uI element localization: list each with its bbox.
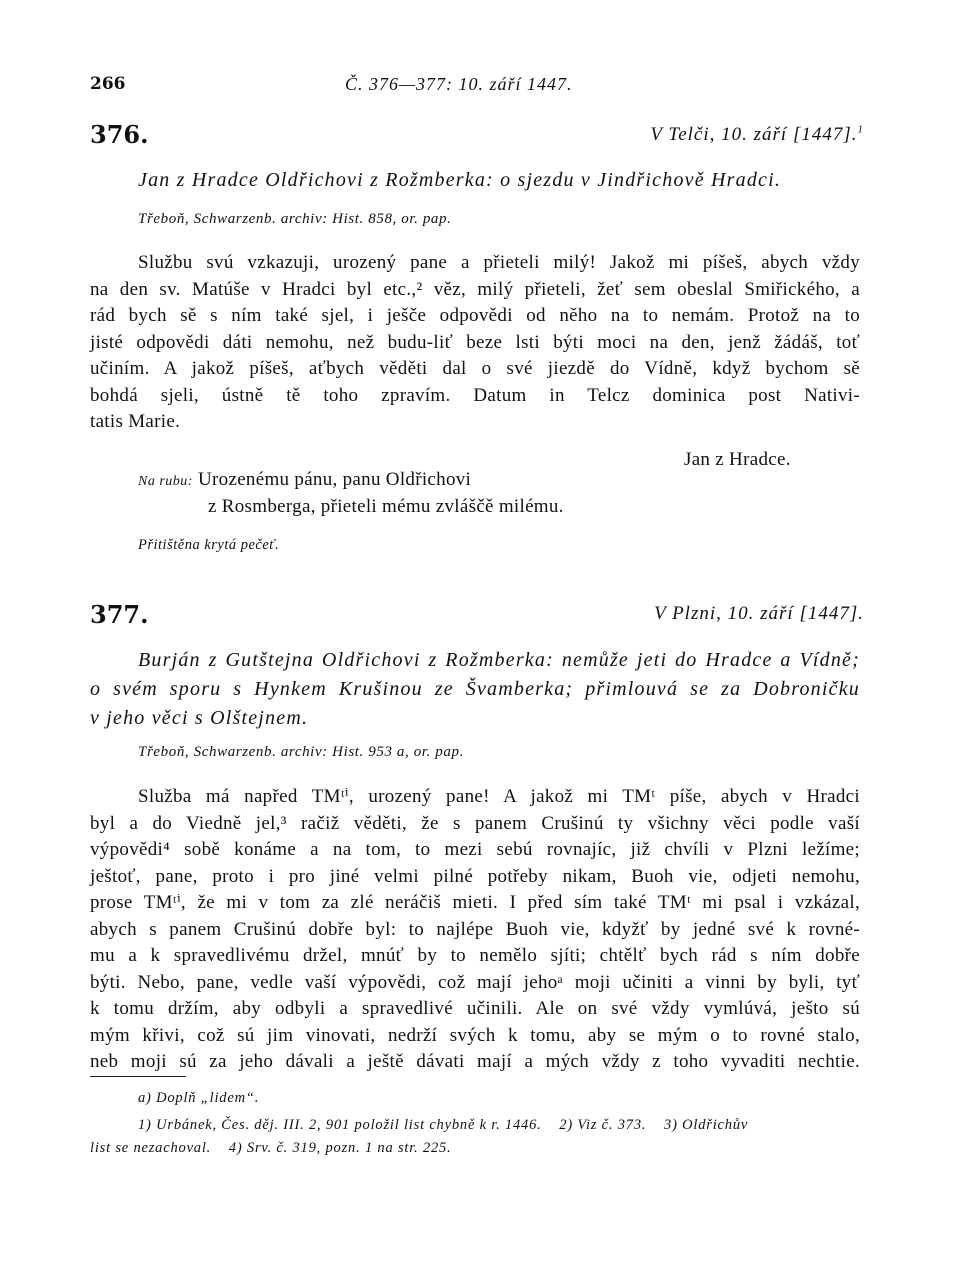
doc377-line: byl a do Viedně jel,³ račiž věděti, že s panem Crušinú ty všichny věci podle vaší bbox=[90, 812, 860, 834]
doc377-place-date: V Plzni, 10. září [1447]. bbox=[654, 603, 864, 624]
doc377-line: Služba má napřed TMᵗⁱ, urozený pane! A jakož mi TMᵗ píše, abych v Hradci bbox=[138, 786, 860, 807]
doc376-line: na den sv. Matúše v Hradci byl etc.,² věz, milý přieteli, žeť sem obeslal Smiřického, a bbox=[90, 278, 860, 300]
doc376-line: bohdá sjeli, ústně tě toho zpravím. Datum in Telcz dominica post Nativi- bbox=[90, 384, 860, 406]
summary-line: v jeho věci s Olštejnem. bbox=[90, 707, 309, 729]
footnote-a: a) Doplň „lidem“. bbox=[138, 1090, 260, 1106]
doc377-line: k tomu držím, aby odbyli a spravedlivé učinili. Ale on své vždy vymlúvá, ješto sú bbox=[90, 998, 860, 1019]
doc377-line: mu a k spravedlivému držel, mnúť by to nemělo sjíti; chtělť bych rád s ním dobře bbox=[90, 945, 860, 966]
doc376-line: učiním. A jakož píšeš, aťbych věděti dal o své jiezdě do Vídně, když bychom sě bbox=[90, 358, 860, 379]
doc377-body bbox=[90, 784, 860, 1076]
doc377-line: mým křivi, což sú jim vinovati, nedrží svých k tomu, aby se mým o to rovné stalo, bbox=[90, 1024, 860, 1046]
doc377-line: ještoť, pane, proto i pro jiné velmi pilné potřeby nikam, Buoh vie, odjeti nemohu, bbox=[90, 865, 860, 887]
footnote-line-2: list se nezachoval. 4) Srv. č. 319, pozn. 1 na str. 225. bbox=[90, 1140, 452, 1156]
doc376-number: 376. bbox=[90, 120, 149, 149]
doc376-seal-note: Přitištěna krytá pečeť. bbox=[138, 537, 280, 553]
page-number: 266 bbox=[90, 74, 126, 94]
doc377-line: prose TMᵗⁱ, že mi v tom za zlé neráčiš mieti. I před sím také TMᵗ mi psal i vzkázal, bbox=[90, 892, 860, 913]
doc376-address bbox=[138, 466, 471, 495]
doc376-line: tatis Marie. bbox=[90, 411, 181, 432]
doc377-line: neb moji sú za jeho dávali a ještě dávati mají a mých vždy z toho vyvaditi nechtie. bbox=[90, 1051, 860, 1072]
address-line-2: z Rosmberga, přieteli mému zvláščě milému. bbox=[208, 496, 564, 517]
doc377-number: 377. bbox=[90, 600, 149, 629]
doc377-line: výpovědi⁴ sobě konáme a na tom, to mezi sebú rovnajíc, již chvíli v Plzni ležíme; bbox=[90, 839, 860, 860]
summary-line: o svém sporu s Hynkem Krušinou ze Švamberka; přimlouvá se za Dobroničku bbox=[90, 678, 860, 700]
footnote-line-1: 1) Urbánek, Čes. děj. III. 2, 901 položil list chybně k r. 1446. 2) Viz č. 373. 3) Oldřichův bbox=[138, 1117, 749, 1133]
doc376-line: Službu svú vzkazuji, urozený pane a přieteli milý! Jakož mi píšeš, abych vždy bbox=[138, 252, 860, 273]
footnote-rule bbox=[90, 1076, 186, 1077]
summary-line: Burján z Gutštejna Oldřichovi z Rožmberka: nemůže jeti do Hradce a Vídně; bbox=[138, 649, 860, 671]
doc377-line: býti. Nebo, pane, vedle vaší výpovědi, což mají jehoᵃ moji učiniti a vinni by byli, tyť bbox=[90, 971, 860, 993]
running-title: Č. 376—377: 10. září 1447. bbox=[345, 74, 573, 94]
doc377-line: abych s panem Crušinú dobře byl: to najlépe Buoh vie, kdyžť by jedné své k rovné- bbox=[90, 918, 860, 940]
doc376-source: Třeboň, Schwarzenb. archiv: Hist. 858, or. pap. bbox=[138, 211, 452, 227]
doc376-line: rád bych sě s ním také sjel, i ješče odpovědi od něho na to nemám. Protož na to bbox=[90, 305, 860, 326]
doc376-line: jisté odpovědi dáti nemohu, než budu-liť beze lsti býti moci na den, jenž žádáš, toť bbox=[90, 331, 860, 353]
doc376-body bbox=[90, 250, 860, 436]
doc376-place-date: V Telči, 10. září [1447].$^1$ bbox=[650, 123, 864, 145]
doc376-signature: Jan z Hradce. bbox=[684, 449, 791, 470]
doc376-summary: Jan z Hradce Oldřichovi z Rožmberka: o sjezdu v Jindřichově Hradci. bbox=[138, 169, 782, 191]
doc377-source: Třeboň, Schwarzenb. archiv: Hist. 953 a, or. pap. bbox=[138, 744, 464, 760]
address-line-1: Urozenému pánu, panu Oldřichovi bbox=[198, 469, 472, 490]
address-label: Na rubu: bbox=[138, 474, 193, 489]
doc377-summary bbox=[90, 646, 860, 733]
